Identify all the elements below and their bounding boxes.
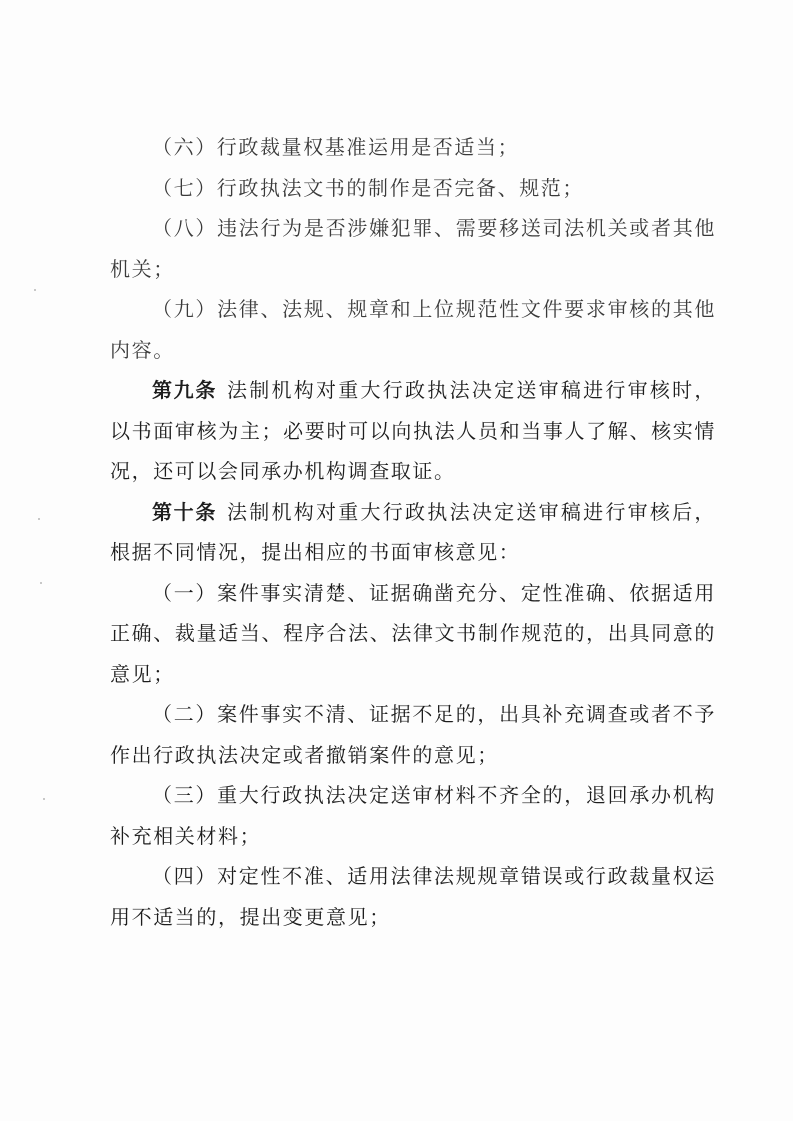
item-four [110,856,716,937]
scan-speck [34,289,36,291]
item-two [110,694,716,775]
clause-nine [110,289,716,370]
article-number: 第九条 [152,378,217,402]
item-one [110,573,716,695]
article-ten [110,492,716,573]
item-three [110,775,716,856]
scan-speck [43,798,45,800]
article-nine [110,370,716,492]
scan-speck [40,582,42,584]
item-text: （二）案件事实不清、证据不足的，出具补充调查或者不予作出行政执法决定或者撤销案件的意见； [110,702,716,767]
article-text: 法制机构对重大行政执法决定送审稿进行审核时，以书面审核为主；必要时可以向执法人员和当事人了解、核实情况，还可以会同承办机构调查取证。 [110,378,717,483]
clause-six [110,127,716,168]
clause-eight [110,208,716,289]
scan-speck [38,518,40,520]
clause-text: （八）违法行为是否涉嫌犯罪、需要移送司法机关或者其他机关； [110,216,716,281]
article-number: 第十条 [152,499,217,524]
item-text: （三）重大行政执法决定送审材料不齐全的，退回承办机构补充相关材料； [110,783,716,848]
clause-text: （七）行政执法文书的制作是否完备、规范； [152,175,584,200]
clause-text: （六）行政裁量权基准运用是否适当； [152,135,520,159]
document-body [110,127,716,937]
clause-seven [110,168,716,209]
article-text: 法制机构对重大行政执法决定送审稿进行审核后，根据不同情况，提出相应的书面审核意见： [110,499,717,564]
item-text: （一）案件事实清楚、证据确凿充分、定性准确、依据适用正确、裁量适当、程序合法、法律文书制作规范的，出具同意的意见； [110,580,716,686]
clause-text: （九）法律、法规、规章和上位规范性文件要求审核的其他内容。 [110,297,716,362]
item-text: （四）对定性不准、适用法律法规规章错误或行政裁量权运用不适当的，提出变更意见； [110,864,716,929]
